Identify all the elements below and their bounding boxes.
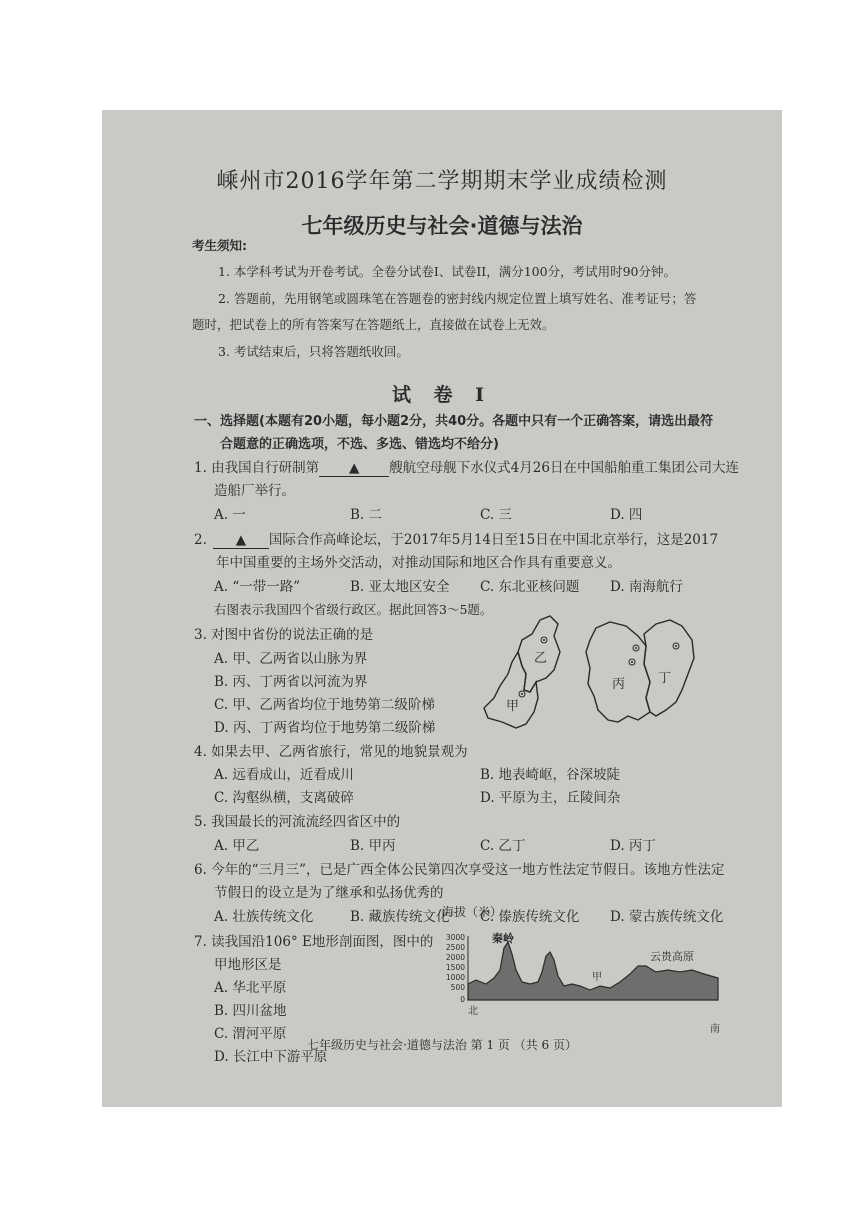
q2-stem bbox=[194, 528, 718, 549]
q3-option-b: B. 丙、丁两省以河流为界 bbox=[214, 674, 368, 690]
exam-paper bbox=[102, 110, 782, 1107]
q5-stem: 5. 我国最长的河流流经四省区中的 bbox=[194, 814, 401, 830]
q2-option-c: C. 东北亚核问题 bbox=[480, 579, 580, 595]
province-label-jia: 甲 bbox=[506, 699, 520, 714]
q4-option-c: C. 沟壑纵横，支离破碎 bbox=[214, 790, 354, 806]
y-tick-2000: 2000 bbox=[445, 953, 465, 962]
province-ding-outline bbox=[644, 620, 694, 716]
q6-option-a: A. 壮族传统文化 bbox=[214, 909, 314, 925]
y-tick-500: 500 bbox=[450, 983, 465, 992]
q1-option-c: C. 三 bbox=[480, 507, 512, 523]
q3-option-a: A. 甲、乙两省以山脉为界 bbox=[214, 651, 368, 667]
notice-item-3: 3. 考试结束后，只将答题纸收回。 bbox=[218, 344, 409, 359]
province-label-bing: 丙 bbox=[612, 677, 626, 692]
notice-item-2-cont: 题时，把试卷上的所有答案写在答题纸上，直接做在试卷上无效。 bbox=[192, 317, 555, 332]
q2-blank: ▲ bbox=[213, 532, 269, 549]
q2-option-a: A. “一带一路” bbox=[214, 579, 301, 595]
exam-title: 嵊州市2016学年第二学期期末学业成绩检测 bbox=[216, 169, 668, 194]
label-qinling: 秦岭 bbox=[492, 932, 514, 945]
q6-option-d: D. 蒙古族传统文化 bbox=[610, 909, 724, 925]
q4-stem: 4. 如果去甲、乙两省旅行，常见的地貌景观为 bbox=[194, 744, 468, 760]
q1-blank: ▲ bbox=[319, 460, 389, 477]
notice-item-2: 2. 答题前，先用钢笔或圆珠笔在答题卷的密封线内规定位置上填写姓名、准考证号；答 bbox=[218, 291, 697, 306]
exam-subtitle: 七年级历史与社会·道德与法治 bbox=[301, 214, 583, 238]
province-label-yi: 乙 bbox=[534, 651, 548, 666]
label-north: 北 bbox=[468, 1006, 478, 1017]
y-tick-1500: 1500 bbox=[445, 963, 465, 972]
q7-option-c: C. 渭河平原 bbox=[214, 1026, 287, 1042]
q6-line2: 节假日的设立是为了继承和弘扬优秀的 bbox=[214, 885, 444, 901]
q1-pre: 1. 由我国自行研制第 bbox=[194, 460, 320, 476]
q5-option-a: A. 甲乙 bbox=[214, 838, 260, 854]
q6-stem: 6. 今年的“三月三”，已是广西全体公民第四次享受这一地方性法定节假日。该地方性法定 bbox=[194, 862, 725, 878]
q7-option-a: A. 华北平原 bbox=[214, 980, 287, 996]
q2-post: 国际合作高峰论坛，于2017年5月14日至15日在中国北京举行，这是2017 bbox=[268, 532, 719, 548]
q2-pre: 2. bbox=[194, 532, 207, 548]
province-label-ding: 丁 bbox=[658, 671, 672, 686]
province-map bbox=[478, 612, 718, 738]
section-title: 试 卷 I bbox=[391, 384, 493, 406]
label-jia: 甲 bbox=[592, 972, 602, 983]
q1-line2: 造船厂举行。 bbox=[214, 483, 295, 499]
terrain-profile-chart bbox=[424, 898, 724, 1038]
intro-3-5: 右图表示我国四个省级行政区。据此回答3～5题。 bbox=[214, 602, 493, 617]
profile-y-title: 海拔（米） bbox=[442, 905, 503, 919]
q1-stem bbox=[194, 456, 739, 477]
q3-option-d: D. 丙、丁两省均位于地势第二级阶梯 bbox=[214, 720, 436, 736]
label-yungui-plateau: 云贵高原 bbox=[650, 950, 694, 963]
q7-option-b: B. 四川盆地 bbox=[214, 1003, 287, 1019]
q2-option-d: D. 南海航行 bbox=[610, 579, 683, 595]
q1-option-d: D. 四 bbox=[610, 507, 643, 523]
q5-option-c: C. 乙丁 bbox=[480, 838, 526, 854]
label-south: 南 bbox=[710, 1024, 720, 1035]
q7-line2: 甲地形区是 bbox=[214, 957, 282, 973]
q4-option-d: D. 平原为主，丘陵间杂 bbox=[480, 790, 621, 806]
q1-option-a: A. 一 bbox=[214, 507, 246, 523]
q2-option-b: B. 亚太地区安全 bbox=[350, 579, 450, 595]
q7-option-d: D. 长江中下游平原 bbox=[214, 1049, 328, 1065]
q3-option-c: C. 甲、乙两省均位于地势第二级阶梯 bbox=[214, 697, 435, 713]
q5-option-d: D. 丙丁 bbox=[610, 838, 656, 854]
section-heading-1: 一、选择题(本题有20小题，每小题2分，共40分。各题中只有一个正确答案，请选出最符 bbox=[194, 414, 714, 429]
notice-item-1: 1. 本学科考试为开卷考试。全卷分试卷I、试卷II，满分100分，考试用时90分钟。 bbox=[218, 264, 676, 279]
y-tick-2500: 2500 bbox=[445, 943, 465, 952]
province-jia-outline bbox=[484, 652, 538, 728]
section-heading-2: 合题意的正确选项，不选、多选、错选均不给分) bbox=[220, 437, 499, 452]
q2-line2: 年中国重要的主场外交活动，对推动国际和地区合作具有重要意义。 bbox=[216, 555, 621, 571]
q1-post: 艘航空母舰下水仪式4月26日在中国船舶重工集团公司大连 bbox=[389, 460, 739, 476]
q3-stem: 3. 对图中省份的说法正确的是 bbox=[194, 627, 374, 643]
q7-stem: 7. 读我国沿106° E地形剖面图，图中的 bbox=[194, 934, 434, 950]
page-footer: 七年级历史与社会·道德与法治 第 1 页 （共 6 页） bbox=[307, 1038, 577, 1052]
q6-option-c: C. 傣族传统文化 bbox=[480, 909, 580, 925]
q6-option-b: B. 藏族传统文化 bbox=[350, 909, 450, 925]
notice-heading: 考生须知: bbox=[192, 238, 247, 253]
q4-option-b: B. 地表崎岖，谷深坡陡 bbox=[480, 767, 621, 783]
q4-option-a: A. 远看成山，近看成川 bbox=[214, 767, 354, 783]
y-tick-1000: 1000 bbox=[445, 973, 465, 982]
y-tick-0: 0 bbox=[460, 995, 465, 1004]
province-bing-outline bbox=[586, 622, 650, 722]
y-tick-3000: 3000 bbox=[445, 933, 465, 942]
q5-option-b: B. 甲丙 bbox=[350, 838, 396, 854]
q1-option-b: B. 二 bbox=[350, 507, 383, 523]
